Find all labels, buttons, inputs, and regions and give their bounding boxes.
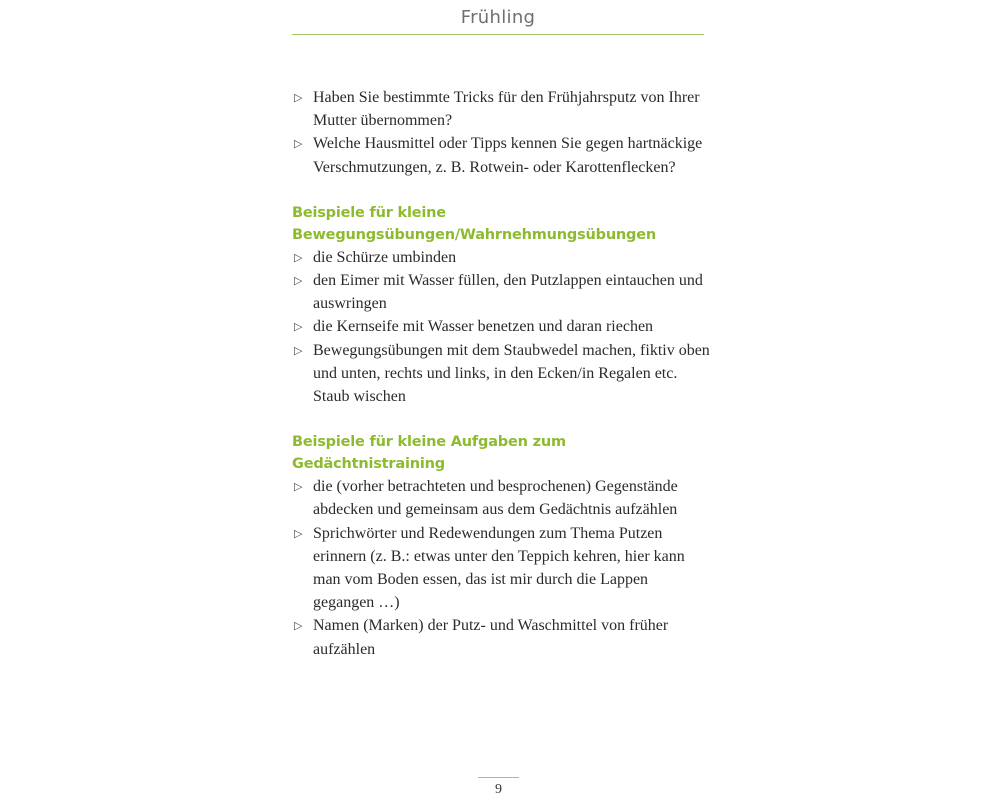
page-header: [292, 4, 704, 35]
list-item: [292, 86, 712, 132]
list-item: [292, 269, 712, 315]
memory-training-list: [292, 475, 712, 661]
page-number: 9: [495, 782, 502, 797]
list-item: [292, 315, 712, 338]
triangle-bullet-icon: ▷: [294, 137, 303, 151]
list-item: [292, 614, 712, 660]
chapter-title: Frühling: [460, 7, 536, 28]
list-item: [292, 522, 712, 615]
list-item: [292, 475, 712, 521]
list-item-text: Namen (Marken) der Putz- und Waschmittel von früher aufzählen: [313, 617, 669, 658]
triangle-bullet-icon: ▷: [294, 274, 303, 288]
triangle-bullet-icon: ▷: [294, 480, 303, 494]
triangle-bullet-icon: ▷: [294, 343, 303, 357]
list-item-text: den Eimer mit Wasser füllen, den Putzlappen eintauchen und auswringen: [313, 272, 703, 313]
triangle-bullet-icon: ▷: [294, 320, 303, 334]
list-item: [292, 246, 712, 269]
list-item-text: Haben Sie bestimmte Tricks für den Frühjahrsputz von Ihrer Mutter übernommen?: [313, 89, 700, 130]
list-item-text: die Schürze umbinden: [313, 248, 457, 266]
triangle-bullet-icon: ▷: [294, 619, 303, 633]
footer-divider: [478, 777, 519, 778]
movement-exercises-list: [292, 246, 712, 408]
list-item-text: die (vorher betrachteten und besprochenen) Gegenstände abdecken und gemeinsam aus dem Gedächtnis aufzählen: [313, 478, 678, 519]
list-item-text: Sprichwörter und Redewendungen zum Thema Putzen erinnern (z. B.: etwas unter den Teppich kehren, hier kann man vom Boden essen, das ist mir durch die Lappen gegangen …): [313, 524, 685, 612]
triangle-bullet-icon: ▷: [294, 91, 303, 104]
triangle-bullet-icon: ▷: [294, 526, 303, 540]
list-item: [292, 132, 712, 178]
list-item-text: Bewegungsübungen mit dem Staubwedel machen, fiktiv oben und unten, rechts und links, in den Ecken/in Regalen etc. Staub wischen: [313, 341, 710, 406]
page-content: [292, 86, 712, 661]
list-item: [292, 339, 712, 409]
section-heading-movement-exercises: Beispiele für kleine Bewegungsübungen/Wahrnehmungsübungen: [292, 204, 656, 243]
list-item-text: die Kernseife mit Wasser benetzen und daran riechen: [313, 318, 654, 336]
intro-question-list: [292, 86, 712, 179]
triangle-bullet-icon: ▷: [294, 250, 303, 264]
list-item-text: Welche Hausmittel oder Tipps kennen Sie gegen hartnäckige Verschmutzungen, z. B. Rotwein- oder Karottenflecken?: [313, 135, 703, 176]
section-heading-memory-training: Beispiele für kleine Aufgaben zum Gedächtnistraining: [292, 434, 566, 473]
